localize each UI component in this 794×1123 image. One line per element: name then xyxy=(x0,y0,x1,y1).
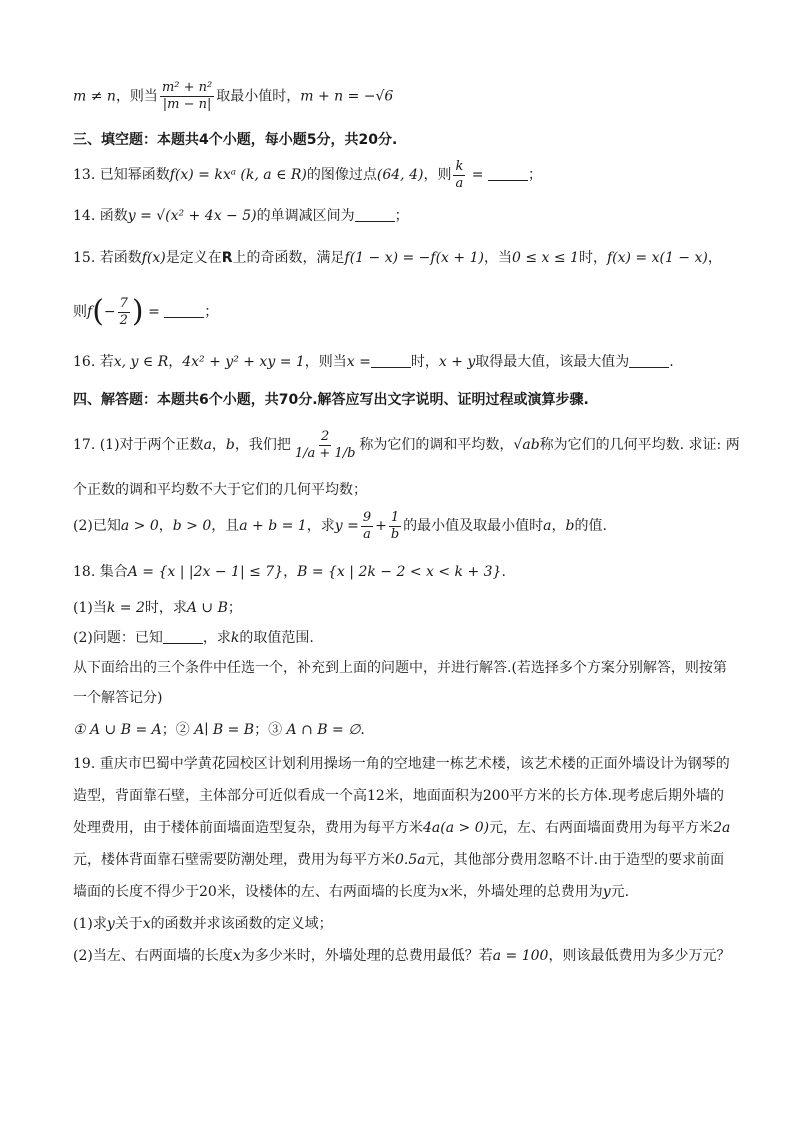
answer-blank[interactable] xyxy=(355,207,395,222)
q12-fraction: $\frac{\text{m² + n²}}{|m - n|}$ xyxy=(161,80,213,112)
question-18-instruction-2: 一个解答记分) xyxy=(73,690,163,706)
answer-blank[interactable] xyxy=(164,303,204,318)
question-19: 19. 重庆市巴蜀中学黄花园校区计划利用操场一角的空地建一栋艺术楼，该艺术楼的正面外墙设计为钢琴的 xyxy=(73,756,730,772)
q15-fraction: $\frac{7}{2}$ xyxy=(119,295,128,328)
answer-blank[interactable] xyxy=(371,353,411,368)
question-19-line2: 造型，背面靠石壁，主体部分可近似看成一个高12米，地面面积为200平方米的长方体.现考虑后期外墙的 xyxy=(73,788,724,804)
harmonic-mean-fraction: $\frac{2}{1/a + 1/b}$ xyxy=(294,428,356,461)
answer-blank[interactable] xyxy=(629,353,669,368)
question-19-part1: (1)求y关于x的函数并求该函数的定义域； xyxy=(73,916,333,932)
question-17-part2: (2)已知a > 0，b > 0，且a + b = 1，求y = $\frac{9}{a}$ + $\frac{1}{b}$ 的最小值及取最小值时a，b的值. xyxy=(73,509,607,542)
question-18-part2: (2)问题：已知 ，求k的取值范围. xyxy=(73,630,314,646)
question-19-part2: (2)当左、右两面墙的长度x为多少米时，外墙处理的总费用最低？若a = 100，则该最低费用为多少万元？ xyxy=(73,948,731,964)
question-19-line3: 处理费用，由于楼体前面墙面造型复杂，费用为每平方米4a(a > 0)元，左、右两面墙面费用为每平方米2a xyxy=(73,820,731,836)
question-18-part1: (1)当k = 2时，求A ∪ B； xyxy=(73,600,242,616)
q12-tail: m ≠ n，则当 $\frac{\text{m² + n²}}{|m - n|}$ 取最小值时，m + n = −√6 xyxy=(73,80,394,112)
question-18: 18. 集合A = {x | |2x − 1| ≤ 7}，B = {x | 2k − 2 < x < k + 3}. xyxy=(73,564,506,580)
question-15-line2: 则f(− $\frac{7}{2}$ ) = ； xyxy=(73,294,219,329)
question-17-line2: 个正数的调和平均数不大于它们的几何平均数； xyxy=(73,482,367,498)
section-4-title: 四、解答题：本题共6个小题，共70分.解答应写出文字说明、证明过程或演算步骤. xyxy=(73,392,589,408)
q13-fraction: $\frac{k}{a}$ xyxy=(455,158,464,191)
question-14: 14. 函数y = √(x² + 4x − 5)的单调减区间为 ； xyxy=(73,208,409,224)
question-18-conditions: ① A ∪ B = A；② A∣ B = B；③ A ∩ B = ∅. xyxy=(73,722,365,738)
question-13: 13. 已知幂函数f(x) = kxᵃ (k, a ∈ R)的图像过点(64, 4)，则 $\frac{k}{a}$ = ； xyxy=(73,158,542,191)
q17-fraction-1b: $\frac{1}{b}$ xyxy=(390,509,400,542)
question-18-instruction: 从下面给出的三个条件中任选一个，补充到上面的问题中，并进行解答.(若选择多个方案分别解答，则按第 xyxy=(73,660,727,676)
answer-blank[interactable] xyxy=(163,629,203,644)
question-16: 16. 若x, y ∈ R，4x² + y² + xy = 1，则当x = 时，x + y取得最大值，该最大值为 . xyxy=(73,354,674,370)
answer-blank[interactable] xyxy=(488,166,528,181)
question-15: 15. 若函数f(x)是定义在R上的奇函数，满足f(1 − x) = −f(x + 1)，当0 ≤ x ≤ 1时，f(x) = x(1 − x)， xyxy=(73,250,722,266)
q17-fraction-9a: $\frac{9}{a}$ xyxy=(362,509,372,542)
section-3-title: 三、填空题：本题共4个小题，每小题5分，共20分. xyxy=(73,132,398,148)
question-19-line5: 墙面的长度不得少于20米，设楼体的左、右两面墙的长度为x米，外墙处理的总费用为y元. xyxy=(73,884,630,900)
question-19-line4: 元，楼体背面靠石壁需要防潮处理，费用为每平方米0.5a元，其他部分费用忽略不计.由于造型的要求前面 xyxy=(73,852,725,868)
question-17: 17. (1)对于两个正数a，b，我们把 $\frac{2}{1/a + 1/b}$ 称为它们的调和平均数，√ab称为它们的几何平均数. 求证: 两 xyxy=(73,428,740,461)
